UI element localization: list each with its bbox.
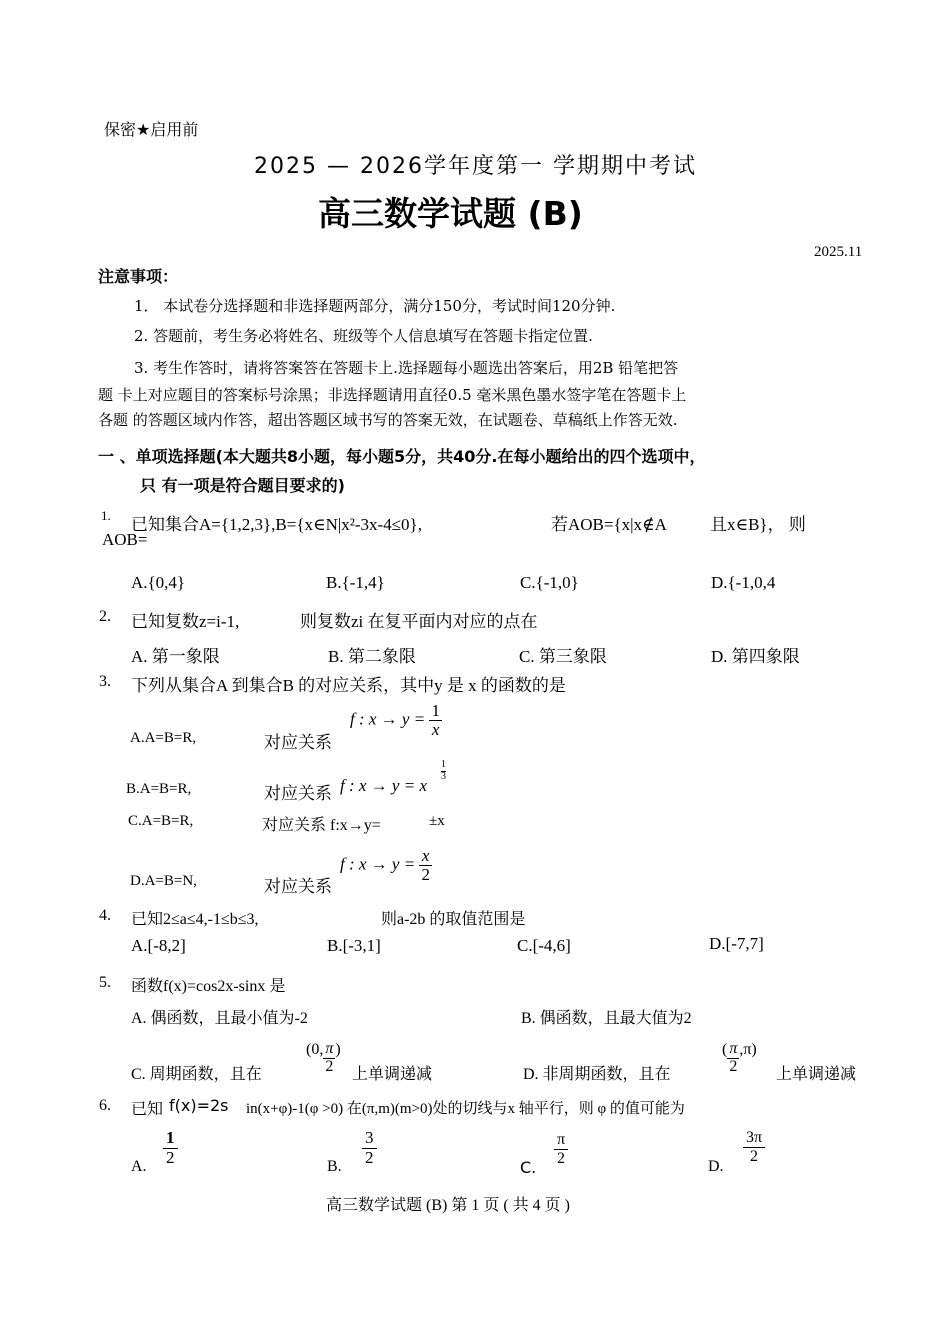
q3-option-c-relation: 对应关系 f:x→y= <box>262 817 381 834</box>
q1-text-c: 且x∈B}， 则 <box>710 515 806 534</box>
q3-option-d-label: D.A=B=N, <box>130 873 197 889</box>
q4-text-b: 则a-2b 的取值范围是 <box>381 911 526 928</box>
q2-number: 2. <box>99 608 111 625</box>
q4-option-a: A.[-8,2] <box>131 936 186 955</box>
q6-option-d-label: D. <box>708 1158 724 1175</box>
q2-option-a: A. 第一象限 <box>131 647 220 666</box>
q3-option-b-relation: 对应关系 <box>264 784 332 803</box>
q3-option-a-fraction: $\frac{1}{x}$ <box>431 701 440 739</box>
paper-title: 高三数学试题 (B) <box>318 194 583 233</box>
exam-title: 2025 — 2026学年度第一 学期期中考试 <box>254 154 697 179</box>
q6-option-a-label: A. <box>131 1158 147 1175</box>
q4-option-d: D.[-7,7] <box>709 934 764 953</box>
q1-text-b: 若AOB={x|x∉A <box>551 515 667 534</box>
q6-option-c-label: C. <box>520 1158 537 1177</box>
q6-option-b-fraction: 3 2 <box>362 1129 377 1167</box>
section-heading-line1: 一 、单项选择题(本大题共8小题，每小题5分，共40分.在每小题给出的四个选项中， <box>98 447 706 466</box>
q1-text-a: 已知集合A={1,2,3},B={x∈N|x²-3x-4≤0}, <box>131 515 422 534</box>
q6-text-b: f(x)=2s <box>169 1096 229 1115</box>
page-footer: 高三数学试题 (B) 第 1 页 ( 共 4 页 ) <box>326 1197 570 1214</box>
q3-option-c-label: C.A=B=R, <box>128 813 194 829</box>
notice-item-3-line2: 题 卡上对应题目的答案标号涂黑；非选择题请用直径0.5 毫米黑色墨水签字笔在答题卡上 <box>98 386 687 404</box>
notice-heading: 注意事项： <box>98 267 179 286</box>
q2-text-a: 已知复数z=i-1, <box>131 612 240 631</box>
q1-text-d: AOB= <box>102 530 148 549</box>
notice-item-2: 2. 答题前，考生务必将姓名、班级等个人信息填写在答题卡指定位置. <box>134 327 593 345</box>
q4-number: 4. <box>99 907 111 924</box>
q6-option-b-label: B. <box>327 1158 342 1175</box>
section-heading-line2: 只 有一项是符合题目要求的) <box>140 476 345 495</box>
q2-option-b: B. 第二象限 <box>328 647 416 666</box>
q3-option-a-relation: 对应关系 <box>264 733 332 752</box>
confidential-label: 保密★启用前 <box>104 120 199 139</box>
q6-option-d-fraction: 3π 2 <box>743 1129 765 1165</box>
q2-text-b: 则复数zi 在复平面内对应的点在 <box>300 612 538 631</box>
q5-option-b: B. 偶函数，且最大值为2 <box>521 1010 692 1027</box>
exam-date: 2025.11 <box>814 244 863 260</box>
q5-option-c-post: 上单调递减 <box>352 1066 433 1083</box>
notice-item-3-line3: 各题 的答题区域内作答，超出答题区域书写的答案无效，在试题卷、草稿纸上作答无效. <box>98 411 678 429</box>
q5-option-c-interval: (0, $\frac{\pi}{2}$ ) <box>306 1040 341 1075</box>
q2-option-c: C. 第三象限 <box>519 647 607 666</box>
q4-text-a: 已知2≤a≤4,-1≤b≤3, <box>131 911 259 928</box>
q3-option-b-formula: f : x → y = x <box>340 776 427 795</box>
q5-option-c-pre: C. 周期函数，且在 <box>131 1066 262 1083</box>
q6-text-a: 已知 <box>131 1101 164 1118</box>
q3-option-b-label: B.A=B=R, <box>126 781 192 797</box>
q6-option-c-fraction: π 2 <box>554 1131 568 1167</box>
q3-option-d-fraction: $\frac{x}{2}$ <box>421 846 430 884</box>
q3-option-b-exponent: 1 3 <box>441 759 446 782</box>
q5-option-d-pre: D. 非周期函数，且在 <box>523 1066 671 1083</box>
q3-option-d-formula: f : x → y = $\frac{x}{2}$ <box>340 846 430 884</box>
q3-option-d-relation: 对应关系 <box>264 877 332 896</box>
q3-text: 下列从集合A 到集合B 的对应关系，其中y 是 x 的函数的是 <box>131 676 566 695</box>
q5-text: 函数f(x)=cos2x-sinx 是 <box>131 978 286 995</box>
q5-option-a: A. 偶函数，且最小值为-2 <box>131 1010 308 1027</box>
q3-option-a-formula: f : x → y = $\frac{1}{x}$ <box>350 701 440 739</box>
q2-option-d: D. 第四象限 <box>711 647 800 666</box>
q6-number: 6. <box>99 1097 111 1114</box>
q5-number: 5. <box>99 974 111 991</box>
q1-option-c: C.{-1,0} <box>520 573 579 592</box>
q4-option-c: C.[-4,6] <box>517 936 571 955</box>
q5-option-d-interval: ( $\frac{\pi}{2}$ ,π) <box>722 1040 757 1075</box>
q1-option-a: A.{0,4} <box>131 573 186 592</box>
q3-option-c-tail: ±x <box>429 813 445 829</box>
q5-option-d-post: 上单调递减 <box>776 1066 857 1083</box>
q1-option-b: B.{-1,4} <box>326 573 385 592</box>
q3-option-a-label: A.A=B=R, <box>130 730 197 746</box>
q4-option-b: B.[-3,1] <box>327 936 381 955</box>
notice-item-1: 1． 本试卷分选择题和非选择题两部分，满分150分，考试时间120分钟. <box>134 297 616 315</box>
q3-number: 3. <box>99 673 111 690</box>
q1-number: 1. <box>101 508 111 523</box>
q6-option-a-fraction: 1 2 <box>163 1129 178 1167</box>
notice-item-3-line1: 3. 考生作答时，请将答案答在答题卡上.选择题每小题选出答案后，用2B 铅笔把答 <box>134 359 679 377</box>
q1-option-d: D.{-1,0,4 <box>711 573 776 592</box>
q6-text-c: in(x+φ)-1(φ >0) 在(π,m)(m>0)处的切线与x 轴平行，则 φ 的值可能为 <box>246 1101 685 1117</box>
